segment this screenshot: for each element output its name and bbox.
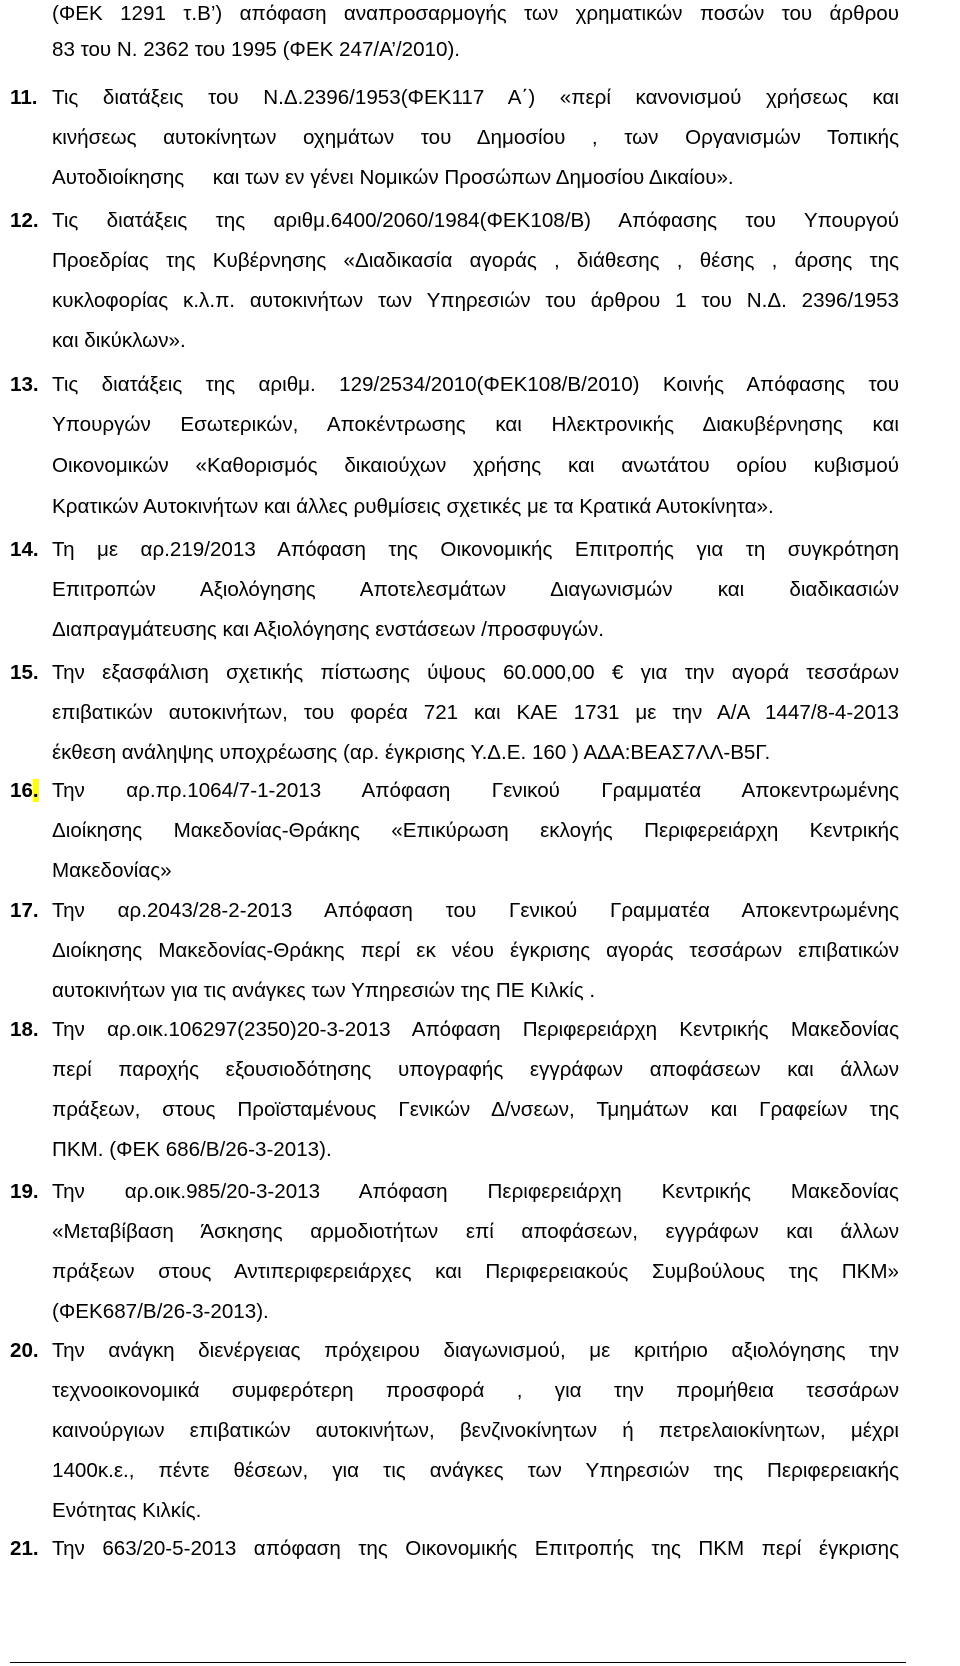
list-item-14 <box>0 530 960 570</box>
text-line <box>0 158 960 198</box>
item-number: 14. <box>10 538 39 561</box>
text-line <box>0 30 960 70</box>
line-text: Την αρ.πρ.1064/7-1-2013 Απόφαση Γενικού Γραμματέα Αποκεντρωμένης <box>52 779 899 802</box>
line-text: Επιτροπών Αξιολόγησης Αποτελεσμάτων Διαγωνισμών και διαδικασιών <box>52 578 899 601</box>
line-text: Προεδρίας της Κυβέρνησης «Διαδικασία αγοράς , διάθεσης , θέσης , άρσης της <box>52 249 899 272</box>
text-line <box>0 1292 960 1332</box>
item-number: 13. <box>10 373 39 396</box>
line-text: έκθεση ανάληψης υποχρέωσης (αρ. έγκρισης Υ.Δ.Ε. 160 ) ΑΔΑ:ΒΕΑΣ7ΛΛ-Β5Γ. <box>52 741 771 764</box>
line-text: πράξεων, στους Προϊσταμένους Γενικών Δ/νσεων, Τμημάτων και Γραφείων της <box>52 1098 899 1121</box>
list-item-18 <box>0 1010 960 1050</box>
line-text: Την αρ.οικ.985/20-3-2013 Απόφαση Περιφερειάρχη Κεντρικής Μακεδονίας <box>52 1180 899 1203</box>
line-text: Την ανάγκη διενέργειας πρόχειρου διαγωνισμού, με κριτήριο αξιολόγησης την <box>52 1339 899 1362</box>
line-text: αυτοκινήτων για τις ανάγκες των Υπηρεσιών της ΠΕ Κιλκίς . <box>52 979 596 1002</box>
text-line <box>0 851 960 891</box>
line-text: Την εξασφάλιση σχετικής πίστωσης ύψους 60.000,00 € για την αγορά τεσσάρων <box>52 661 899 684</box>
line-text: καινούργιων επιβατικών αυτοκινήτων, βενζινοκίνητων ή πετρελαιοκίνητων, μέχρι <box>52 1419 899 1442</box>
footer-divider <box>10 1662 906 1663</box>
text-line <box>0 241 960 281</box>
line-text: «Μεταβίβαση Άσκησης αρμοδιοτήτων επί αποφάσεων, εγγράφων και άλλων <box>52 1220 899 1243</box>
list-item-19 <box>0 1172 960 1212</box>
item-number <box>10 771 39 811</box>
text-line <box>0 610 960 650</box>
list-item-11 <box>0 78 960 118</box>
text-line <box>0 1050 960 1090</box>
item-number: 17. <box>10 899 39 922</box>
text-line <box>0 281 960 321</box>
line-text: (ΦΕΚ687/Β/26-3-2013). <box>52 1300 269 1323</box>
item-number: 21. <box>10 1537 39 1560</box>
text-line <box>0 1371 960 1411</box>
line-text: Την αρ.οικ.106297(2350)20-3-2013 Απόφαση Περιφερειάρχη Κεντρικής Μακεδονίας <box>52 1018 899 1041</box>
list-item-17 <box>0 891 960 931</box>
line-text: Κρατικών Αυτοκινήτων και άλλες ρυθμίσεις σχετικές με τα Κρατικά Αυτοκίνητα». <box>52 495 774 518</box>
line-text: 83 του Ν. 2362 του 1995 (ΦΕΚ 247/Α’/2010). <box>52 38 461 61</box>
text-line <box>0 446 960 486</box>
text-line <box>0 1411 960 1451</box>
line-text: Τη με αρ.219/2013 Απόφαση της Οικονομικής Επιτροπής για τη συγκρότηση <box>52 538 899 561</box>
list-item-20 <box>0 1331 960 1371</box>
text-line <box>0 811 960 851</box>
item-number: 12. <box>10 209 39 232</box>
text-line <box>0 931 960 971</box>
line-text: Αυτοδιοίκησης και των εν γένει Νομικών Προσώπων Δημοσίου Δικαίου». <box>52 166 734 189</box>
list-item-21 <box>0 1529 960 1569</box>
line-text: Την 663/20-5-2013 απόφαση της Οικονομικής Επιτροπής της ΠΚΜ περί έγκρισης <box>52 1537 899 1560</box>
line-text: ΠΚΜ. (ΦΕΚ 686/Β/26-3-2013). <box>52 1138 332 1161</box>
line-text: Διοίκησης Μακεδονίας-Θράκης περί εκ νέου έγκρισης αγοράς τεσσάρων επιβατικών <box>52 939 899 962</box>
text-line <box>0 118 960 158</box>
text-line <box>0 570 960 610</box>
list-item-15 <box>0 653 960 693</box>
text-line <box>0 971 960 1011</box>
text-line <box>0 1252 960 1292</box>
line-text: κινήσεως αυτοκίνητων οχημάτων του Δημοσίου , των Οργανισμών Τοπικής <box>52 126 899 149</box>
line-text: κυκλοφορίας κ.λ.π. αυτοκινήτων των Υπηρεσιών του άρθρου 1 του Ν.Δ. 2396/1953 <box>52 289 899 312</box>
item-number: 18. <box>10 1018 39 1041</box>
line-text: πράξεων στους Αντιπεριφερειάρχες και Περιφερειακούς Συμβούλους της ΠΚΜ» <box>52 1260 899 1283</box>
line-text: τεχνοοικονομικά συμφερότερη προσφορά , για την προμήθεια τεσσάρων <box>52 1379 899 1402</box>
line-text: Διαπραγμάτευσης και Αξιολόγησης ενστάσεων /προσφυγών. <box>52 618 604 641</box>
line-text: επιβατικών αυτοκινήτων, του φορέα 721 και ΚΑΕ 1731 με την Α/Α 1447/8-4-2013 <box>52 701 899 724</box>
text-line <box>0 1491 960 1531</box>
list-item-16 <box>0 771 960 811</box>
line-text: Ενότητας Κιλκίς. <box>52 1499 202 1522</box>
item-number: 19. <box>10 1180 39 1203</box>
item-number: 11. <box>10 86 38 109</box>
highlighted-period: . <box>32 779 39 802</box>
text-line <box>0 1090 960 1130</box>
text-line <box>0 405 960 445</box>
line-text: Μακεδονίας» <box>52 859 172 882</box>
line-text: Τις διατάξεις του Ν.Δ.2396/1953(ΦΕΚ117 Α΄) «περί κανονισμού χρήσεως και <box>52 86 899 109</box>
line-text: Τις διατάξεις της αριθμ. 129/2534/2010(ΦΕΚ108/Β/2010) Κοινής Απόφασης του <box>52 373 899 396</box>
line-text: περί παροχής εξουσιοδότησης υπογραφής εγγράφων αποφάσεων και άλλων <box>52 1058 899 1081</box>
line-text: 1400κ.ε., πέντε θέσεων, για τις ανάγκες των Υπηρεσιών της Περιφερειακής <box>52 1459 899 1482</box>
line-text: και δικύκλων». <box>52 329 186 352</box>
line-text: Τις διατάξεις της αριθμ.6400/2060/1984(ΦΕΚ108/Β) Απόφασης του Υπουργού <box>52 209 899 232</box>
line-text: Διοίκησης Μακεδονίας-Θράκης «Επικύρωση εκλογής Περιφερειάρχη Κεντρικής <box>52 819 899 842</box>
item-number-digits: 16 <box>10 779 33 802</box>
text-line <box>0 1212 960 1252</box>
line-text: (ΦΕΚ 1291 τ.Β’) απόφαση αναπροσαρμογής των χρηματικών ποσών του άρθρου <box>52 2 899 25</box>
line-text: Υπουργών Εσωτερικών, Αποκέντρωσης και Ηλεκτρονικής Διακυβέρνησης και <box>52 413 899 436</box>
line-text: Οικονομικών «Καθορισμός δικαιούχων χρήσης και ανωτάτου ορίου κυβισμού <box>52 454 899 477</box>
text-line <box>0 0 960 34</box>
text-line <box>0 1130 960 1170</box>
text-line <box>0 487 960 527</box>
item-number: 20. <box>10 1339 39 1362</box>
text-line <box>0 1451 960 1491</box>
text-line <box>0 321 960 361</box>
text-line <box>0 693 960 733</box>
list-item-13 <box>0 365 960 405</box>
list-item-12 <box>0 201 960 241</box>
line-text: Την αρ.2043/28-2-2013 Απόφαση του Γενικού Γραμματέα Αποκεντρωμένης <box>52 899 899 922</box>
text-line <box>0 733 960 773</box>
item-number: 15. <box>10 661 39 684</box>
